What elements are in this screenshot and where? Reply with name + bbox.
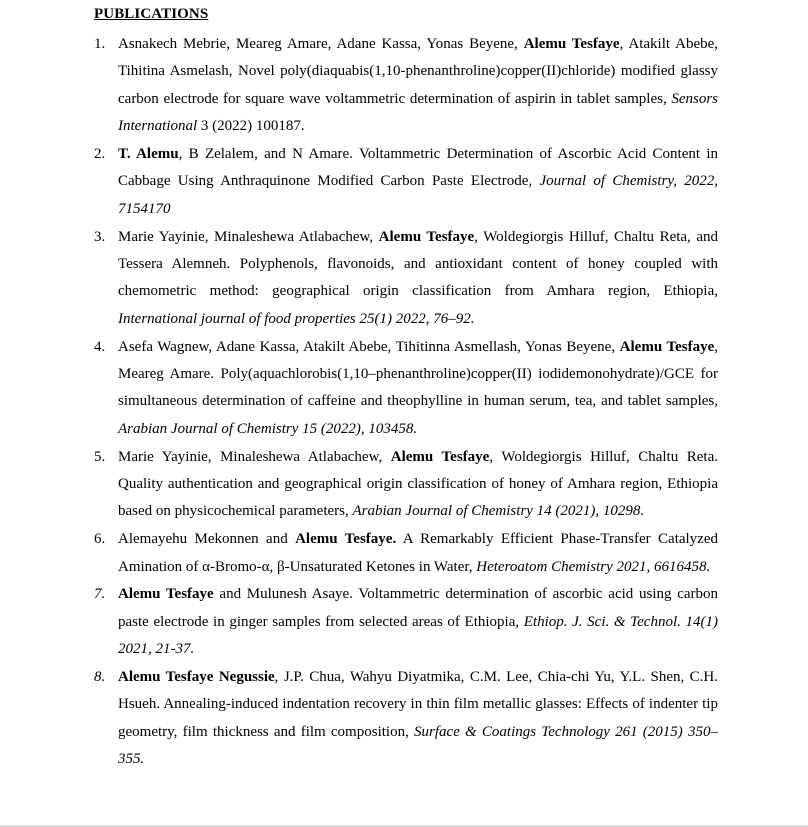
publication-journal: Arabian Journal of Chemistry 15 (2022), 103458. (118, 420, 418, 437)
publication-body: , Meareg Amare. Poly(aquachlorobis(1,10–phenanthroline)copper(II) iodidemonohydrate)/GCE for simultaneous determination of caffeine and theophylline in human serum, tea, and tablet samples, (118, 338, 719, 410)
publication-number: 6. (94, 531, 106, 548)
publication-authors-pre: Marie Yayinie, Minaleshewa Atlabachew, (118, 448, 391, 465)
publication-item (94, 444, 718, 526)
publication-tail: 3 (2022) 100187. (197, 118, 305, 135)
publication-item (94, 31, 718, 141)
publication-highlighted-author: Alemu Tesfaye (523, 36, 620, 52)
publication-journal: Journal of Chemistry, 2022, 7154170 (118, 173, 719, 217)
publication-number: 5. (94, 448, 106, 465)
publication-item (94, 141, 718, 223)
publication-number: 7. (94, 586, 106, 603)
publication-highlighted-author: T. Alemu (118, 146, 179, 163)
publication-number: 8. (94, 669, 106, 686)
publication-highlighted-author: Alemu Tesfaye (619, 338, 715, 355)
publication-body: , Atakilt Abebe, Tihitina Asmelash, Novel poly(diaquabis(1,10-phenanthroline)copper(II)chloride) modified glassy carbon electrode for square wave voltammetric determination of aspirin in tablet samples, (118, 36, 719, 107)
publication-authors-pre: Alemayehu Mekonnen and (118, 531, 296, 548)
publication-highlighted-author: Alemu Tesfaye Negussie (118, 669, 275, 686)
publication-number: 2. (94, 146, 106, 163)
publication-journal: Arabian Journal of Chemistry 14 (2021), 10298. (352, 503, 645, 520)
publication-journal: Heteroatom Chemistry 2021, 6616458. (476, 558, 711, 575)
publication-item (94, 526, 718, 581)
publication-body: , B Zelalem, and N Amare. Voltammetric Determination of Ascorbic Acid Content in Cabbage Using Anthraquinone Modified Carbon Paste Electrode, (118, 146, 719, 190)
publication-body: and Mulunesh Asaye. Voltammetric determination of ascorbic acid using carbon paste electrode in ginger samples from selected areas of Ethiopia, (118, 586, 719, 630)
publication-item (94, 224, 718, 334)
publication-authors-pre: Asefa Wagnew, Adane Kassa, Atakilt Abebe, Tihitinna Asmellash, Yonas Beyene, (118, 338, 620, 355)
publication-journal: Surface & Coatings Technology 261 (2015) 350–355. (118, 723, 718, 768)
publication-item (94, 334, 718, 444)
publication-body: , Woldegiorgis Hilluf, Chaltu Reta. Quality authentication and geographical origin classification of honey of Amhara region, Ethiopia based on physicochemical parameters, (118, 448, 719, 520)
publication-number: 3. (94, 228, 106, 245)
publication-body: A Remarkably Efficient Phase-Transfer Catalyzed Amination of α-Bromo-α, β-Unsaturated Ketones in Water, (118, 531, 718, 575)
publication-item (94, 664, 718, 774)
publication-item (94, 581, 718, 663)
publication-list (94, 31, 718, 774)
publication-journal: International journal of food properties 25(1) 2022, 76–92. (118, 310, 475, 327)
section-heading: PUBLICATIONS (94, 6, 209, 22)
publication-body: , J.P. Chua, Wahyu Diyatmika, C.M. Lee, Chia-chi Yu, Y.L. Shen, C.H. Hsueh. Annealing-induced indentation recovery in thin film metallic glasses: Effects of indenter tip geometry, film thickness and film composition, (118, 669, 718, 740)
publication-highlighted-author: Alemu Tesfaye (390, 448, 490, 465)
publication-body: , Woldegiorgis Hilluf, Chaltu Reta, and Tessera Alemneh. Polyphenols, flavonoids, and antioxidant content of honey coupled with chemometric method: geographical origin classification from Amhara region, Ethiopia, (118, 228, 718, 300)
publication-journal: Sensors International (118, 90, 718, 135)
publication-highlighted-author: Alemu Tesfaye (118, 586, 214, 603)
publication-highlighted-author: Alemu Tesfaye. (295, 531, 397, 548)
publication-authors-pre: Marie Yayinie, Minaleshewa Atlabachew, (118, 228, 379, 245)
publication-number: 1. (94, 36, 106, 52)
publication-authors-pre: Asnakech Mebrie, Meareg Amare, Adane Kassa, Yonas Beyene, (118, 36, 524, 52)
publication-highlighted-author: Alemu Tesfaye (378, 228, 475, 245)
publication-number: 4. (94, 338, 106, 355)
publication-journal: Ethiop. J. Sci. & Technol. 14(1) 2021, 21-37. (118, 613, 718, 658)
